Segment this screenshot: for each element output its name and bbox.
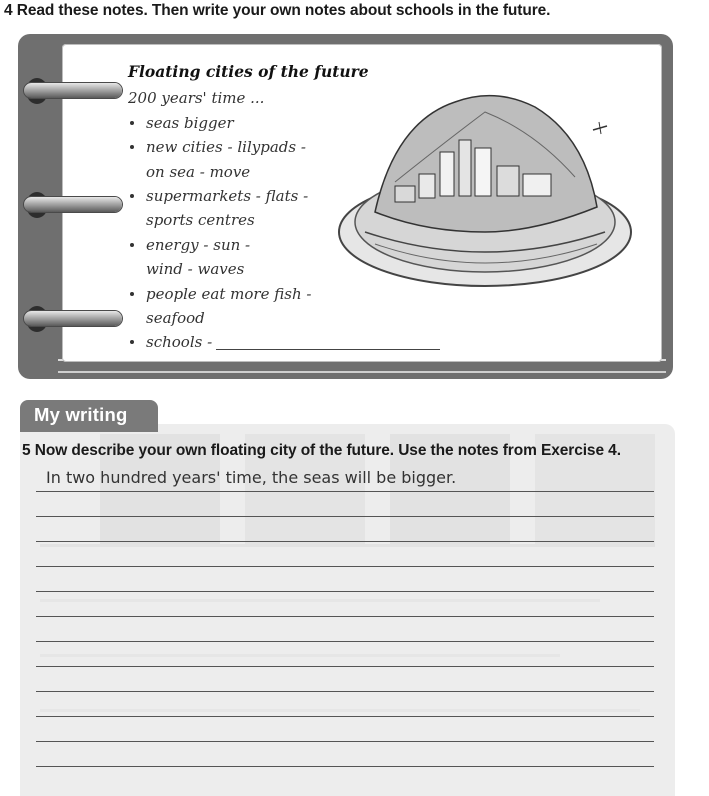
note-item: new cities - lilypads - on sea - move <box>128 135 458 184</box>
writing-line[interactable] <box>36 716 654 717</box>
writing-line[interactable] <box>36 566 654 567</box>
my-writing-tab <box>20 400 158 432</box>
exercise-4-instruction: 4 Read these notes. Then write your own notes about schools in the future. <box>4 2 551 19</box>
note-item: energy - sun - wind - waves <box>128 233 458 282</box>
notes-subtitle: 200 years' time ... <box>128 89 265 108</box>
binder-ring <box>24 192 122 218</box>
writing-line[interactable] <box>36 591 654 592</box>
note-item: seas bigger <box>128 111 458 135</box>
my-writing-panel <box>20 424 675 796</box>
writing-line[interactable] <box>36 616 654 617</box>
writing-line[interactable] <box>36 691 654 692</box>
floating-city-illustration <box>335 82 635 294</box>
note-item-schools: schools - <box>128 330 458 354</box>
writing-line[interactable] <box>36 641 654 642</box>
writing-line[interactable] <box>36 666 654 667</box>
notes-title: Floating cities of the future <box>128 62 369 81</box>
writing-line[interactable] <box>36 741 654 742</box>
binder-ring <box>24 78 122 104</box>
binder-ring <box>24 306 122 332</box>
note-item: people eat more fish - seafood <box>128 282 458 331</box>
writing-line[interactable] <box>36 766 654 767</box>
exercise-5-instruction: 5 Now describe your own floating city of the future. Use the notes from Exercise 4. <box>22 442 621 459</box>
my-writing-heading: My writing <box>34 404 128 425</box>
schools-answer-line[interactable] <box>216 349 440 350</box>
example-answer: In two hundred years' time, the seas will be bigger. <box>46 468 457 487</box>
writing-line[interactable] <box>36 491 654 492</box>
note-item: supermarkets - flats - sports centres <box>128 184 458 233</box>
writing-line[interactable] <box>36 541 654 542</box>
writing-line[interactable] <box>36 516 654 517</box>
